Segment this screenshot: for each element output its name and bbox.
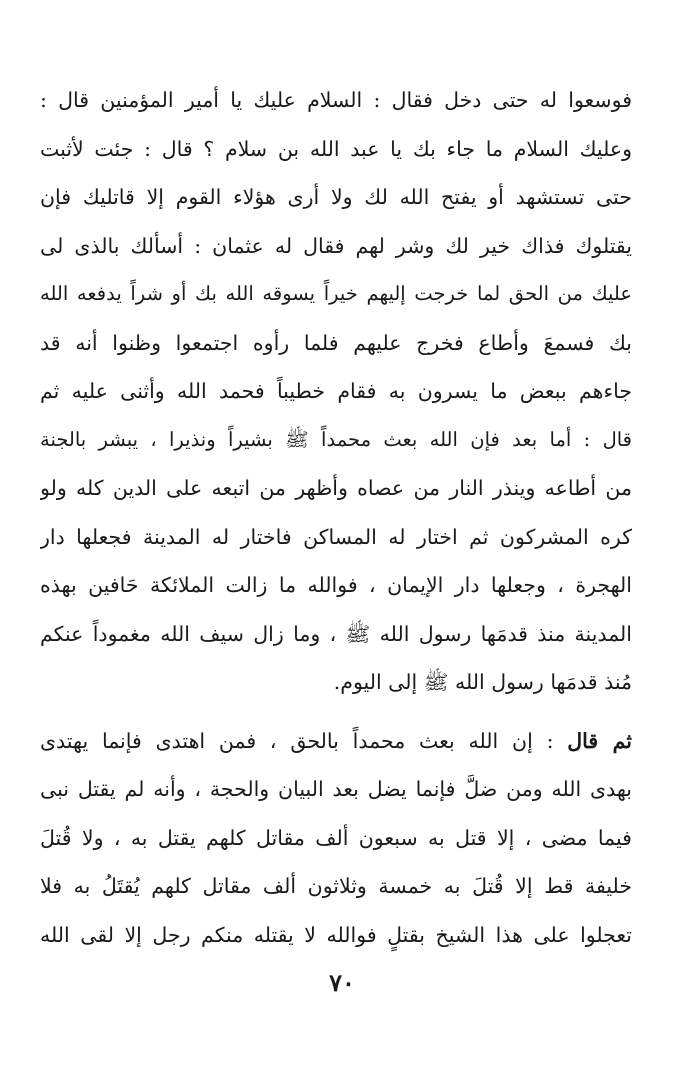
text-line: كره المشركون ثم اختار له المساكن فاختار له المدينة فجعلها دار [40,524,632,549]
text-line: مُنذ قدمَها رسول الله ﷺ إلى اليوم. [333,670,632,694]
text-line: فوسعوا له حتى دخل فقال : السلام عليك يا أمير المؤمنين قال : [40,88,632,112]
text-line-rest: : إن الله بعث محمداً بالحق ، فمن اهتدى فإنما يهتدى [40,728,568,753]
text-line: جاءهم ببعض ما يسرون به فقام خطيباً فحمد الله وأثنى عليه ثم [40,379,632,403]
paragraph-lead: ثم قال [567,728,632,753]
paragraph-1 [40,76,632,707]
text-line: قال : أما بعد فإن الله بعث محمداً ﷺ بشيراً ونذيرا ، يبشر بالجنة [40,427,632,451]
text-line: يقتلوك فذاك خير لك وشر لهم فقال له عثمان : أسألك بالذى لى [40,233,632,258]
text-line: وعليك السلام ما جاء بك يا عبد الله بن سلام ؟ قال : جئت لأثبت [40,136,632,161]
text-line: خليفة قط إلا قُتلَ به خمسة وثلاثون ألف مقاتل كلهم يُقتَلُ به فلا [40,874,632,898]
text-line: عليك من الحق لما خرجت إليهم خيراً يسوقه الله بك أو شراً يدفعه الله [40,282,632,305]
body-text [40,76,632,959]
text-line: من أطاعه وينذر النار من عصاه وأظهر من اتبعه على الدين كله ولو [40,476,632,500]
text-line: المدينة منذ قدمَها رسول الله ﷺ ، وما زال سيف الله مغموداً عنكم [40,621,632,646]
paragraph-2 [40,717,632,960]
text-line: فيما مضى ، إلا قتل به سبعون ألف مقاتل كلهم يقتل به ، ولا قُتلَ [40,825,632,850]
text-line [40,717,632,766]
page-number: ٧٠ [329,968,355,997]
text-line: تعجلوا على هذا الشيخ بقتلٍ فوالله لا يقتله منكم رجل إلا لقى الله [40,922,632,947]
text-line: الهجرة ، وجعلها دار الإيمان ، فوالله ما زالت الملائكة حَافين بهذه [40,573,632,597]
text-line: بك فسمعَ وأطاع فخرج عليهم فلما رأوه اجتمعوا وظنوا أنه قد [40,330,632,355]
text-line: حتى تستشهد أو يفتح الله لك ولا أرى هؤلاء القوم إلا قاتليك فإن [40,185,632,209]
text-line: بهدى الله ومن ضلَّ فإنما يضل بعد البيان والحجة ، وأنه لم يقتل نبى [40,777,632,801]
